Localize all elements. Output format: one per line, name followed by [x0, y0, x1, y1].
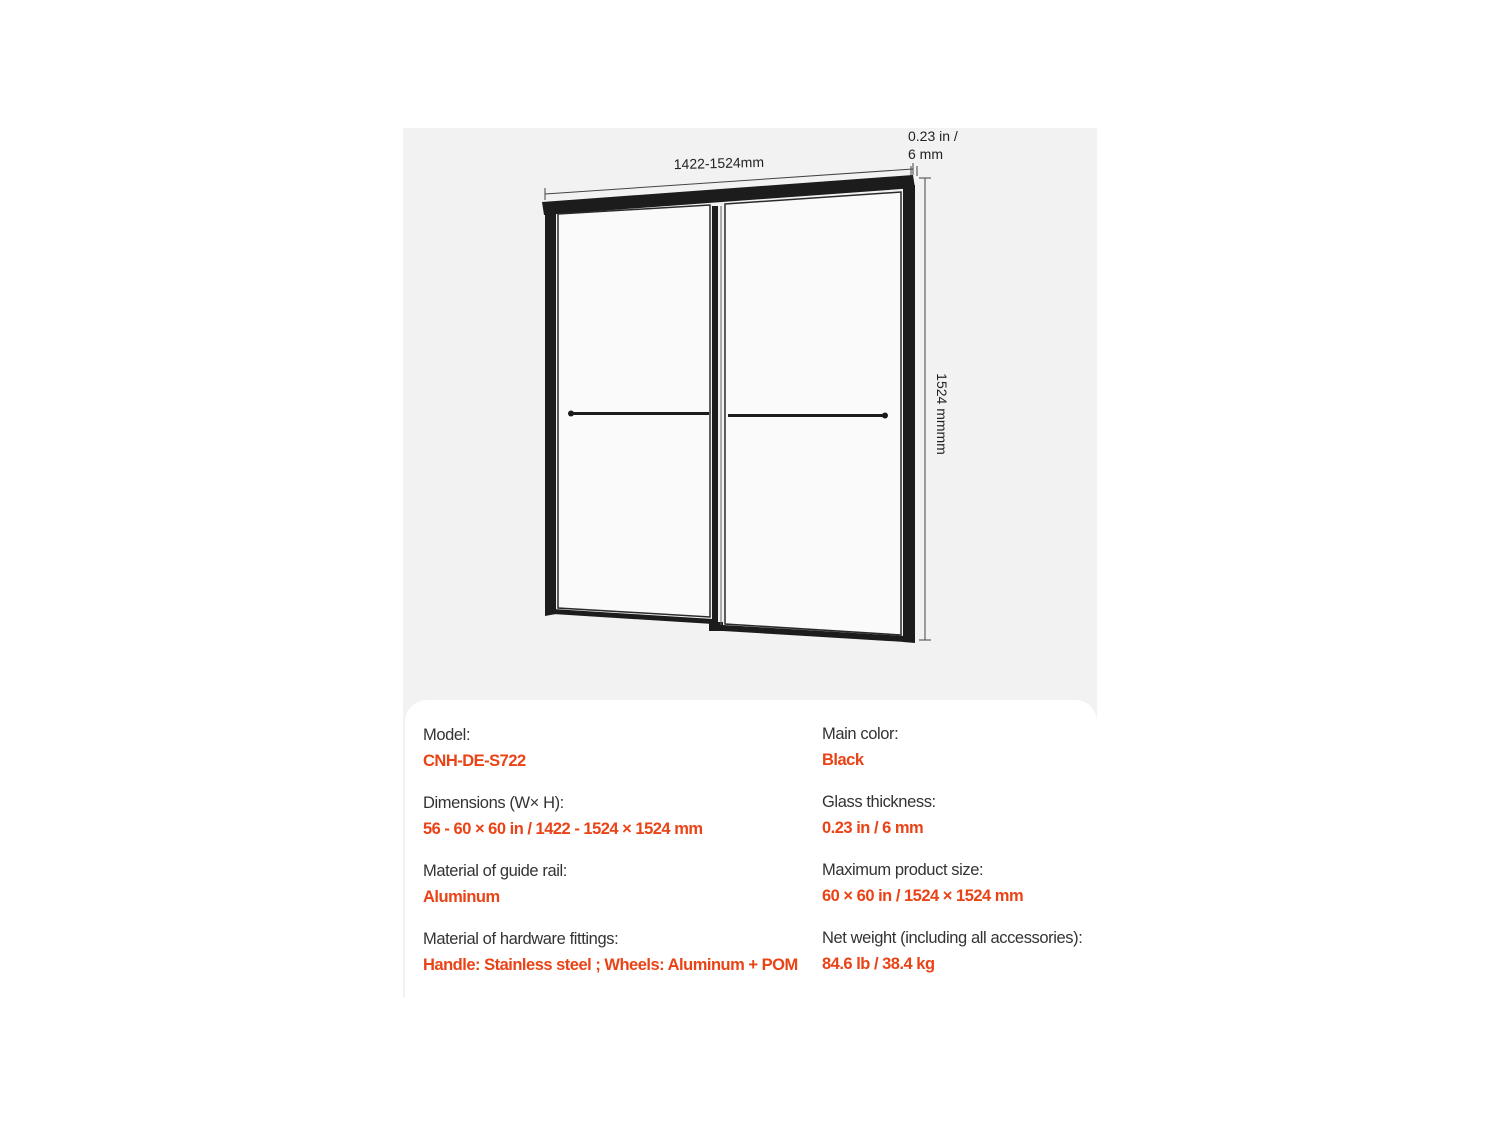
spec-max-size [822, 860, 1142, 906]
thickness-tick [911, 166, 917, 176]
thickness-label-line2: 6 mm [908, 146, 943, 162]
spec-dimensions [423, 793, 743, 839]
spec-hardware [423, 929, 798, 975]
spec-hardware-label: Material of hardware fittings: [423, 930, 619, 948]
spec-guide-rail [423, 861, 743, 907]
glass-panel-right [725, 192, 901, 635]
spec-main-color [822, 724, 1142, 770]
spec-guide-rail-label: Material of guide rail: [423, 862, 567, 880]
shower-door-drawing [403, 128, 1097, 728]
spec-hardware-value: Handle: Stainless steel ; Wheels: Aluminum + POM [423, 956, 798, 974]
height-dimension-line [919, 178, 931, 640]
spec-dimensions-label: Dimensions (W× H): [423, 794, 564, 812]
thickness-label-line1: 0.23 in / [908, 128, 958, 144]
spec-dimensions-value: 56 - 60 × 60 in / 1422 - 1524 × 1524 mm [423, 820, 703, 838]
height-label: 1524 mmmm [934, 373, 950, 455]
left-post [545, 213, 556, 616]
center-post [712, 206, 718, 628]
spec-model-label: Model: [423, 726, 471, 744]
spec-weight-value: 84.6 lb / 38.4 kg [822, 955, 935, 973]
spec-weight [822, 928, 1142, 974]
right-post [903, 185, 915, 643]
spec-model-value: CNH-DE-S722 [423, 752, 526, 770]
width-label: 1422-1524mm [673, 153, 765, 173]
spec-model [423, 725, 743, 771]
spec-glass-value: 0.23 in / 6 mm [822, 819, 924, 837]
glass-panel-left [558, 205, 710, 617]
spec-guide-rail-value: Aluminum [423, 888, 500, 906]
spec-main-color-value: Black [822, 751, 864, 769]
spec-glass [822, 792, 1142, 838]
spec-max-size-value: 60 × 60 in / 1524 × 1524 mm [822, 887, 1024, 905]
spec-main-color-label: Main color: [822, 725, 899, 743]
spec-max-size-label: Maximum product size: [822, 861, 984, 879]
spec-panel [405, 700, 1097, 998]
spec-weight-label: Net weight (including all accessories): [822, 929, 1083, 947]
spec-glass-label: Glass thickness: [822, 793, 936, 811]
